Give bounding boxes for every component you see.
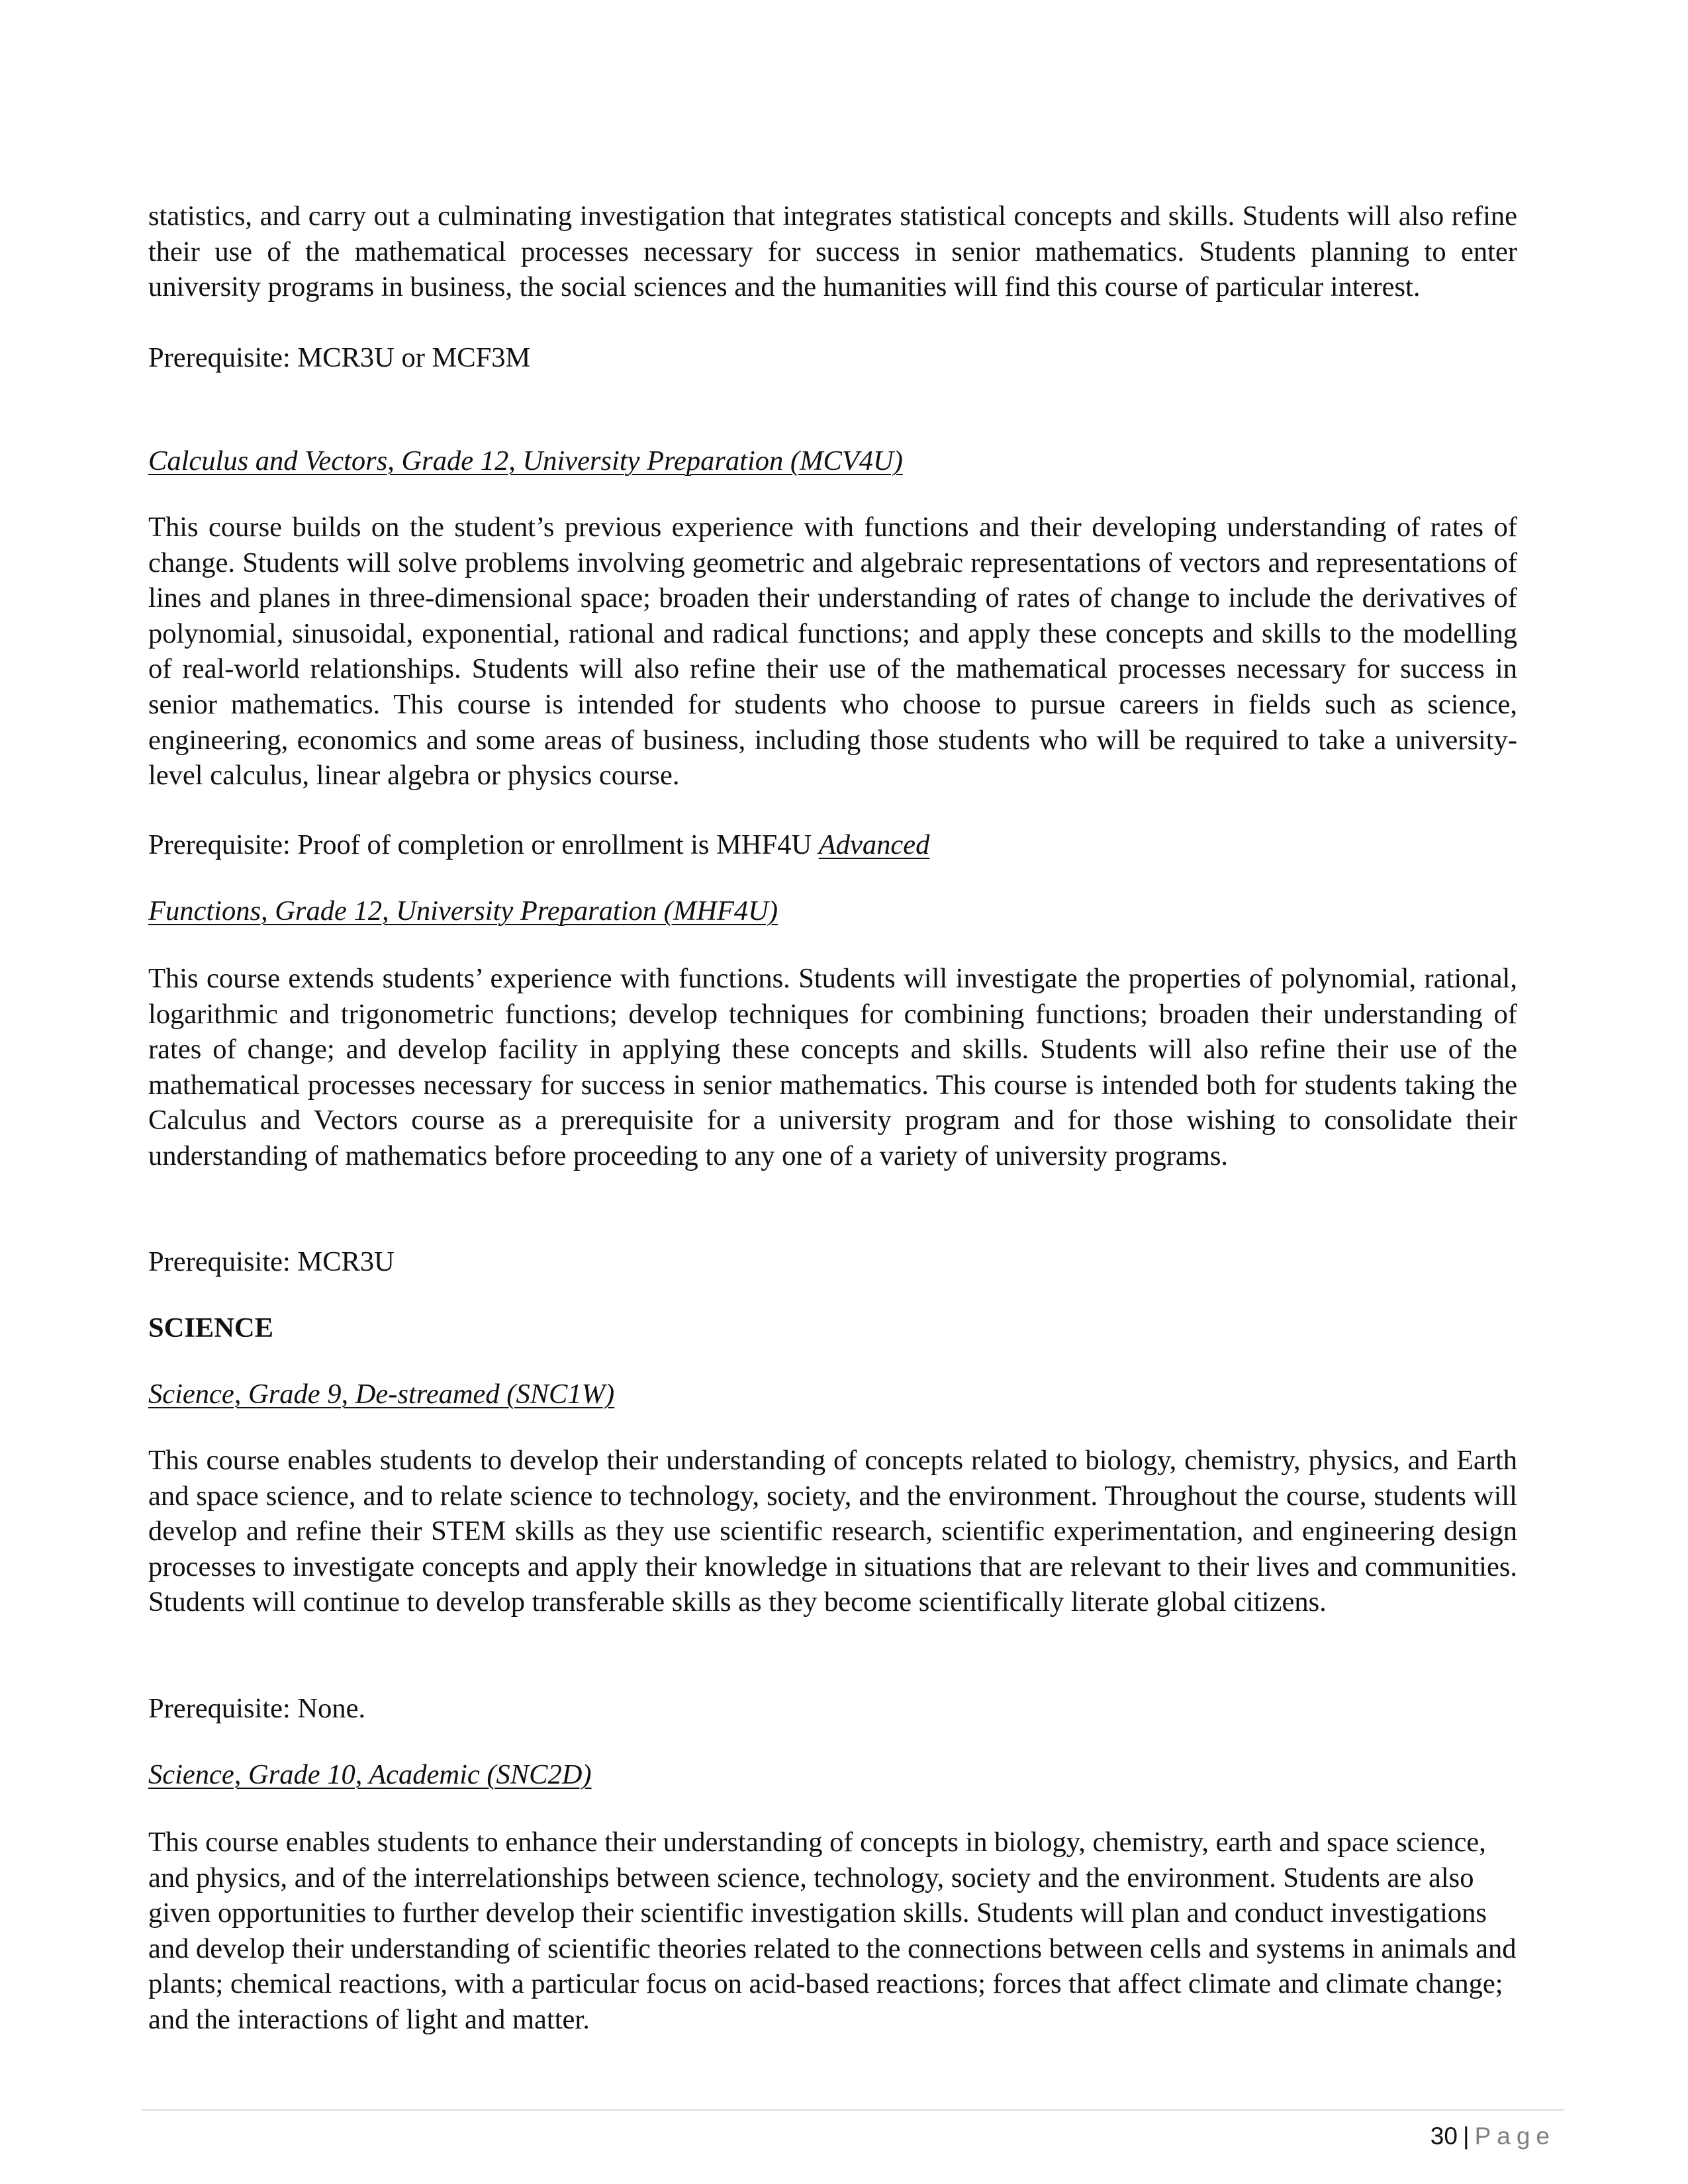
- prerequisite-link-advanced[interactable]: Advanced: [818, 829, 930, 860]
- course-prerequisite-mhf4u: Prerequisite: MCR3U: [148, 1246, 395, 1277]
- course-title-mhf4u[interactable]: Functions, Grade 12, University Preparation (MHF4U): [148, 895, 778, 927]
- page-label: Page: [1474, 2122, 1556, 2150]
- course-description-snc1w: This course enables students to develop their understanding of concepts related to biology, chemistry, physics, and Earth and space science, and to relate science to technology, society, and the environment. Throughout the course, students will develop and refine their STEM skills as they use scientific research, scientific experimentation, and engineering design processes to investigate concepts and apply their knowledge in situations that are relevant to their lives and communities. Students will continue to develop transferable skills as they become scientifically literate global citizens.: [148, 1445, 1517, 1618]
- footer-separator: |: [1462, 2122, 1470, 2150]
- course-description-mcv4u: This course builds on the student’s previous experience with functions and their developing understanding of rates of change. Students will solve problems involving geometric and algebraic representations of vectors and representations of lines and planes in three-dimensional space; broaden their understanding of rates of change to include the derivatives of polynomial, sinusoidal, exponential, rational and radical functions; and apply these concepts and skills to the modelling of real-world relationships. Students will also refine their use of the mathematical processes necessary for success in senior mathematics. This course is intended for students who choose to pursue careers in fields such as science, engineering, economics and some areas of business, including those students who will be required to take a university-level calculus, linear algebra or physics course.: [148, 512, 1517, 792]
- course-prerequisite-mcv4u: [148, 827, 1517, 863]
- footer-divider: [142, 2109, 1564, 2111]
- course-description-mhf4u: This course extends students’ experience with functions. Students will investigate the properties of polynomial, rational, logarithmic and trigonometric functions; develop techniques for combining functions; broaden their understanding of rates of change; and develop facility in applying these concepts and skills. Students will also refine their use of the mathematical processes necessary for success in senior mathematics. This course is intended both for students taking the Calculus and Vectors course as a prerequisite for a university program and for those wishing to consolidate their understanding of mathematics before proceeding to any one of a variety of university programs.: [148, 963, 1517, 1171]
- intro-prerequisite: Prerequisite: MCR3U or MCF3M: [148, 342, 531, 373]
- page-footer: [1430, 2122, 1556, 2151]
- intro-paragraph: statistics, and carry out a culminating investigation that integrates statistical concepts and skills. Students will also refine their use of the mathematical processes necessary for success in senior mathematics. Students planning to enter university programs in business, the social sciences and the humanities will find this course of particular interest.: [148, 201, 1517, 303]
- section-heading-science: SCIENCE: [148, 1312, 273, 1343]
- course-prerequisite-snc1w: Prerequisite: None.: [148, 1693, 366, 1724]
- course-title-mcv4u[interactable]: Calculus and Vectors, Grade 12, University Preparation (MCV4U): [148, 445, 903, 477]
- page-number: 30: [1430, 2122, 1458, 2150]
- course-title-snc1w[interactable]: Science, Grade 9, De-streamed (SNC1W): [148, 1379, 615, 1410]
- course-title-snc2d[interactable]: Science, Grade 10, Academic (SNC2D): [148, 1759, 592, 1790]
- prerequisite-text: Prerequisite: Proof of completion or enrollment is MHF4U: [148, 829, 819, 860]
- course-description-snc2d: This course enables students to enhance their understanding of concepts in biology, chemistry, earth and space science, and physics, and of the interrelationships between science, technology, society and the environment. Students are also given opportunities to further develop their scientific investigation skills. Students will plan and conduct investigations and develop their understanding of scientific theories related to the connections between cells and systems in animals and plants; chemical reactions, with a particular focus on acid-based reactions; forces that affect climate and climate change; and the interactions of light and matter.: [148, 1827, 1517, 2035]
